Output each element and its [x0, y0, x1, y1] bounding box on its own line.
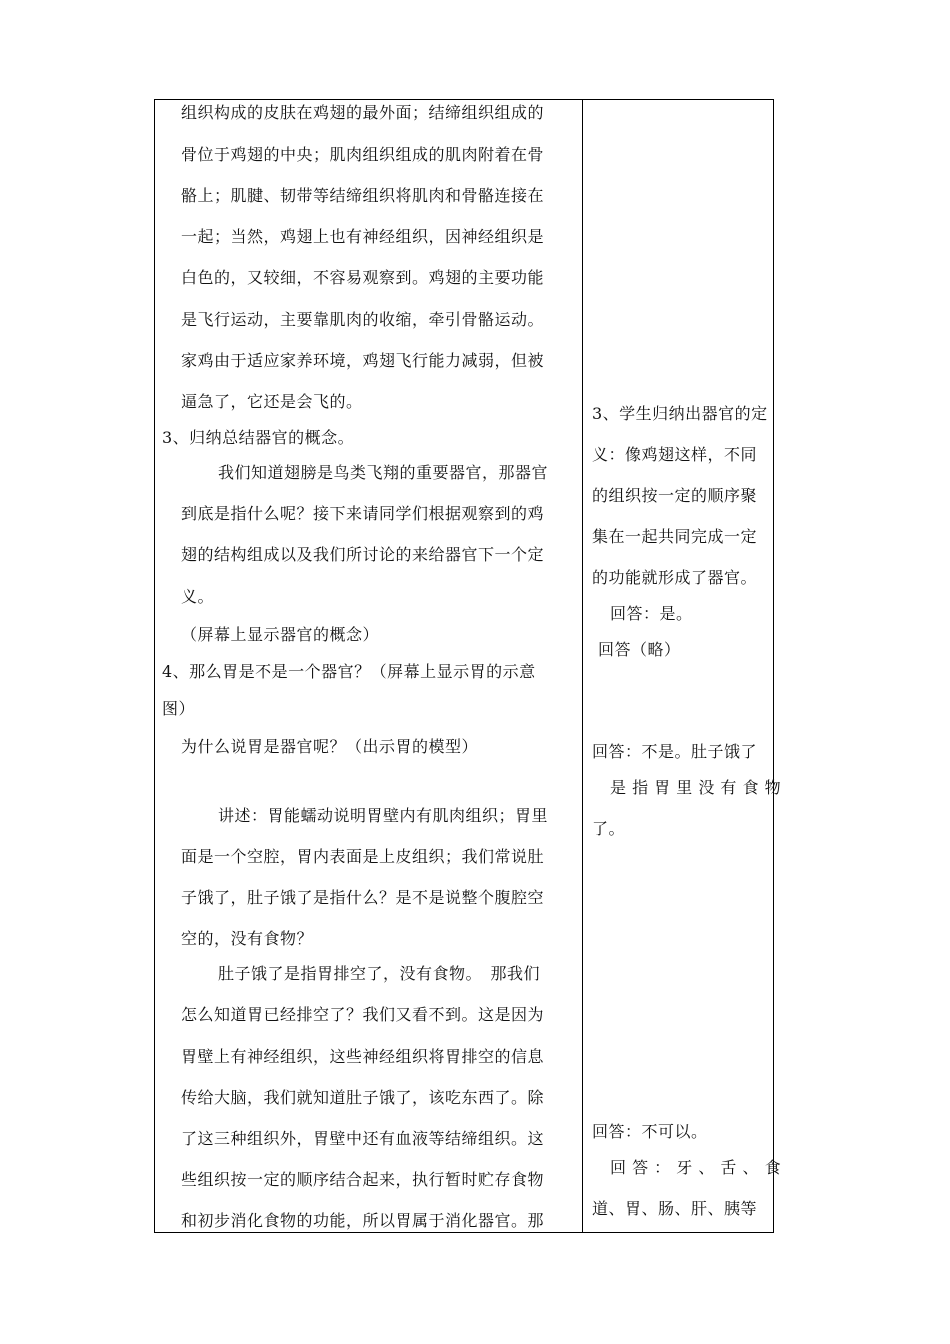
text-line: 传给大脑，我们就知道肚子饿了，该吃东西了。除	[181, 1088, 545, 1107]
text-line: 白色的，又较细，不容易观察到。鸡翅的主要功能	[181, 268, 545, 287]
text-line: 骨位于鸡翅的中央；肌肉组织组成的肌肉附着在骨	[181, 145, 545, 164]
answer-line: 义：像鸡翅这样，不同	[592, 445, 758, 464]
text-line: 和初步消化食物的功能，所以胃属于消化器官。那	[181, 1211, 545, 1230]
answer-line: 回答：不是。肚子饿了	[592, 742, 758, 761]
answer-line: 集在一起共同完成一定	[592, 527, 758, 546]
answer-line: 回答（略）	[598, 640, 681, 659]
answer-line: 了。	[592, 819, 626, 838]
answer-line: 是 指 胃 里 没 有 食 物	[610, 778, 782, 797]
answer-line: 回答：是。	[610, 604, 693, 623]
text-line: 胃壁上有神经组织，这些神经组织将胃排空的信息	[181, 1047, 545, 1066]
answer-line: 回答：不可以。	[592, 1122, 708, 1141]
text-line: 到底是指什么呢？接下来请同学们根据观察到的鸡	[181, 504, 545, 523]
text-line: 骼上；肌腱、韧带等结缔组织将肌肉和骨骼连接在	[181, 186, 545, 205]
text-line: 组织构成的皮肤在鸡翅的最外面；结缔组织组成的	[181, 103, 545, 122]
text-line: （屏幕上显示器官的概念）	[181, 625, 380, 644]
text-line: 图）	[162, 699, 196, 718]
text-line: 一起；当然，鸡翅上也有神经组织，因神经组织是	[181, 227, 545, 246]
answer-line: 的组织按一定的顺序聚	[592, 486, 758, 505]
text-line: 空的，没有食物？	[181, 929, 314, 948]
text-line: 逼急了，它还是会飞的。	[181, 392, 363, 411]
text-line: 怎么知道胃已经排空了？我们又看不到。这是因为	[181, 1005, 545, 1024]
text-line: 面是一个空腔，胃内表面是上皮组织；我们常说肚	[181, 847, 545, 866]
text-line: 些组织按一定的顺序结合起来，执行暂时贮存食物	[181, 1170, 545, 1189]
answer-line: 的功能就形成了器官。	[592, 568, 758, 587]
text-line: 我们知道翅膀是鸟类飞翔的重要器官，那器官	[218, 463, 549, 482]
text-line: 讲述：胃能蠕动说明胃壁内有肌肉组织；胃里	[218, 806, 549, 825]
text-line: 翅的结构组成以及我们所讨论的来给器官下一个定	[181, 545, 545, 564]
answer-line: 3、学生归纳出器官的定	[592, 404, 768, 423]
answer-line: 道、胃、肠、肝、胰等	[592, 1199, 758, 1218]
text-line: 是飞行运动，主要靠肌肉的收缩，牵引骨骼运动。	[181, 310, 545, 329]
text-line: 了这三种组织外，胃壁中还有血液等结缔组织。这	[181, 1129, 545, 1148]
text-line: 肚子饿了是指胃排空了，没有食物。 那我们	[218, 964, 541, 983]
text-line: 子饿了，肚子饿了是指什么？是不是说整个腹腔空	[181, 888, 545, 907]
section-heading: 3、归纳总结器官的概念。	[162, 428, 355, 447]
text-line: 家鸡由于适应家养环境，鸡翅飞行能力减弱，但被	[181, 351, 545, 370]
text-line: 义。	[181, 587, 215, 606]
section-heading: 4、那么胃是不是一个器官？（屏幕上显示胃的示意	[162, 662, 536, 681]
text-line: 为什么说胃是器官呢？（出示胃的模型）	[181, 737, 479, 756]
answer-line: 回 答 ： 牙 、 舌 、 食	[610, 1158, 782, 1177]
column-divider	[582, 99, 583, 1233]
